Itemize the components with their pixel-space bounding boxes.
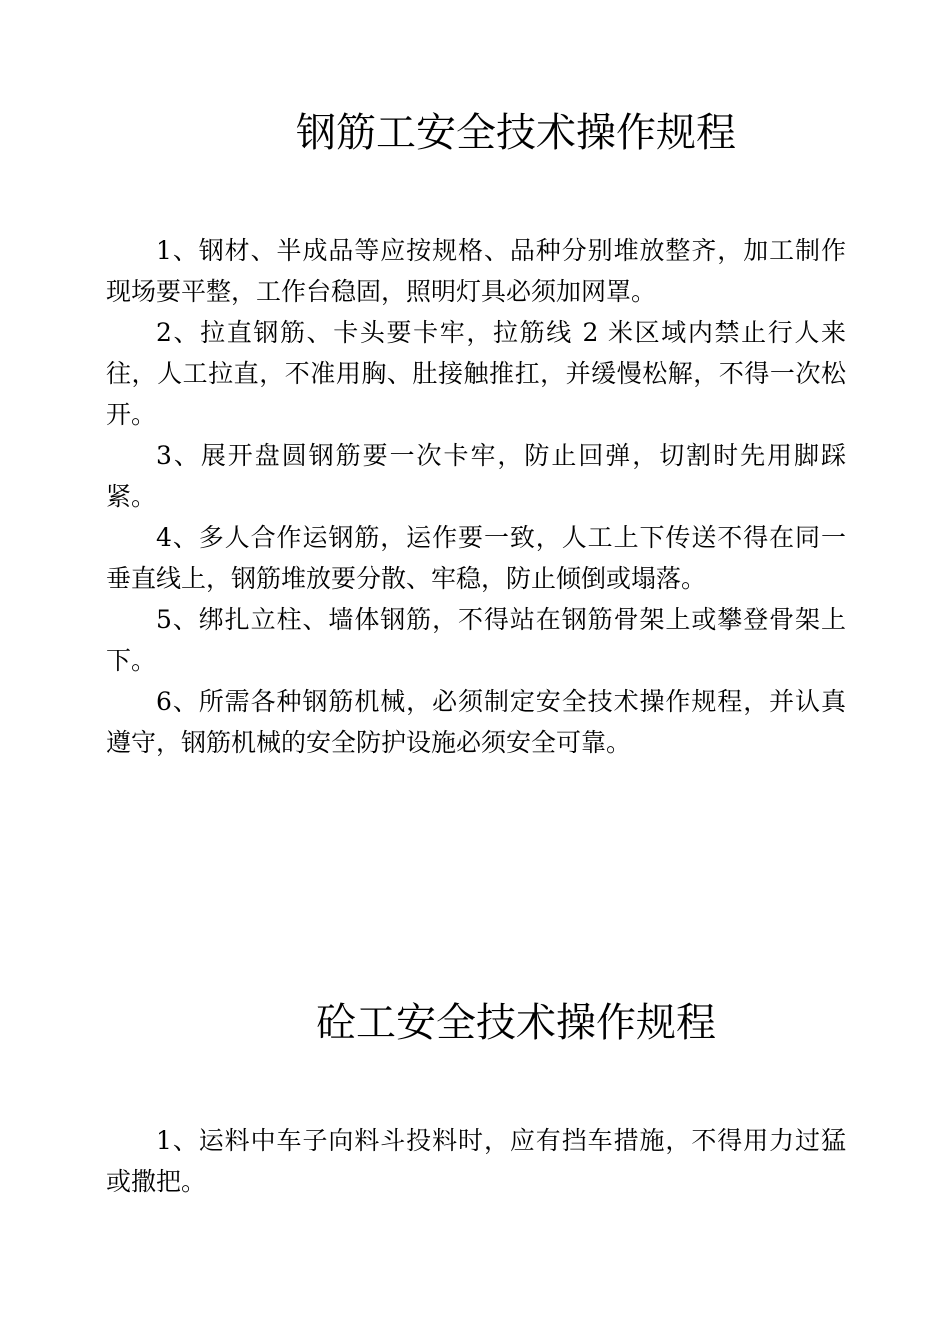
rule-paragraph: 1、运料中车子向料斗投料时，应有挡车措施，不得用力过猛或撒把。 [106,1126,846,1196]
section-title-rebar: 钢筋工安全技术操作规程 [296,110,736,156]
rule-paragraph: 2、拉直钢筋、卡头要卡牢，拉筋线 2 米区域内禁止行人来往，人工拉直，不准用胸、肚接触推扛，并缓慢松解，不得一次松开。 [106,318,846,429]
section-body-concrete [106,1120,846,1202]
section-body-rebar [106,230,846,763]
rule-paragraph: 5、绑扎立柱、墙体钢筋，不得站在钢筋骨架上或攀登骨架上下。 [106,605,846,675]
rule-paragraph: 3、展开盘圆钢筋要一次卡牢，防止回弹，切割时先用脚踩紧。 [106,441,846,511]
rule-paragraph: 1、钢材、半成品等应按规格、品种分别堆放整齐，加工制作现场要平整，工作台稳固，照明灯具必须加网罩。 [106,236,846,306]
section-title-concrete: 砼工安全技术操作规程 [316,1000,716,1046]
rule-paragraph: 6、所需各种钢筋机械，必须制定安全技术操作规程，并认真遵守，钢筋机械的安全防护设施必须安全可靠。 [106,687,846,757]
rule-paragraph: 4、多人合作运钢筋，运作要一致，人工上下传送不得在同一垂直线上，钢筋堆放要分散、牢稳，防止倾倒或塌落。 [106,523,846,593]
